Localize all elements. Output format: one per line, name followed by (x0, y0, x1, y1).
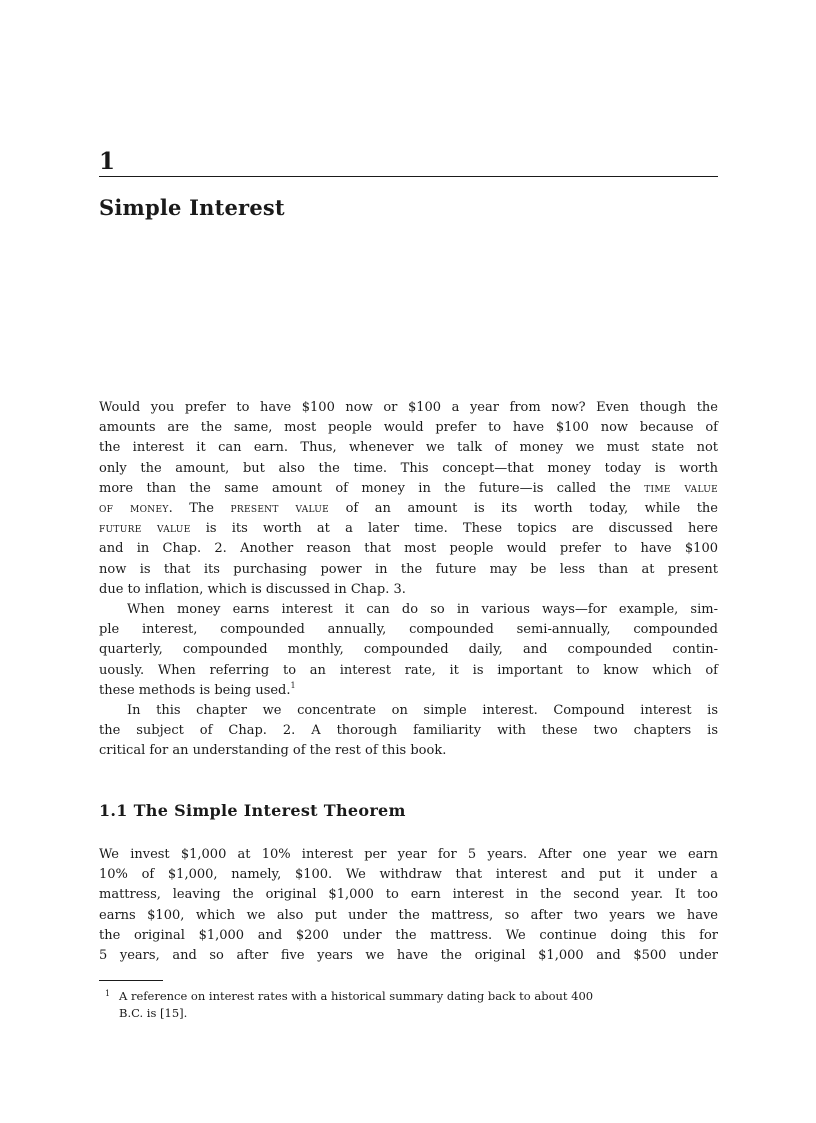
section-text (99, 845, 718, 966)
text-line: the interest it can earn. Thus, whenever we talk of money we must state not (99, 440, 718, 456)
text-run: these methods is being used. (99, 682, 291, 698)
text-line: 5 years, and so after five years we have the original $1,000 and $500 under (99, 948, 718, 964)
text-line: 10% of $1,000, namely, $100. We withdraw that interest and put it under a (99, 867, 718, 883)
text-line: Would you prefer to have $100 now or $100 a year from now? Even though the (99, 400, 718, 415)
footnote-line (99, 986, 718, 1005)
text-line: When money earns interest it can do so in various ways—for example, sim- (127, 602, 718, 618)
term-time-value: time value (644, 480, 718, 496)
section-heading: 1.1 The Simple Interest Theorem (99, 801, 406, 820)
text-line: In this chapter we concentrate on simple interest. Compound interest is (127, 703, 718, 719)
text-run: is its worth at a later time. These topics are discussed here (190, 521, 718, 537)
text-line: only the amount, but also the time. This concept—that money today is worth (99, 460, 718, 476)
text-line: now is that its purchasing power in the future may be less than at present (99, 561, 718, 577)
term-of-money: of money (99, 501, 169, 517)
footnote-reference[interactable]: 1 (290, 680, 296, 690)
intro-text (99, 398, 718, 762)
footnote-mark: 1 (105, 989, 111, 998)
text-line: and in Chap. 2. Another reason that most people would prefer to have $100 (99, 541, 718, 557)
text-line: the subject of Chap. 2. A thorough familiarity with these two chapters is (99, 723, 718, 739)
term-present-value: present value (230, 501, 330, 517)
text-line: We invest $1,000 at 10% interest per year for 5 years. After one year we earn (99, 847, 718, 862)
text-line: earns $100, which we also put under the mattress, so after two years we have (99, 907, 718, 923)
text-line (99, 681, 718, 701)
footnote-text: A reference on interest rates with a historical summary dating back to about 400 (119, 989, 594, 1003)
text-line: mattress, leaving the original $1,000 to earn interest in the second year. It too (99, 887, 718, 903)
text-run: of an amount is its worth today, while the (329, 501, 718, 517)
text-line: quarterly, compounded monthly, compounded daily, and compounded contin- (99, 642, 718, 658)
text-line: ple interest, compounded annually, compounded semi-annually, compounded (99, 622, 718, 638)
chapter-rule (99, 176, 718, 177)
footnote-rule (99, 980, 163, 981)
text-line: critical for an understanding of the rest of this book. (99, 743, 447, 759)
text-line: the original $1,000 and $200 under the mattress. We continue doing this for (99, 927, 718, 943)
text-run: . The (168, 501, 231, 517)
footnote (99, 986, 718, 1021)
text-line (99, 479, 718, 499)
footnote-line: B.C. is [15]. (119, 1005, 188, 1020)
chapter-number: 1 (99, 148, 116, 175)
text-line: due to inflation, which is discussed in Chap. 3. (99, 581, 406, 597)
text-line (99, 519, 718, 539)
text-line (99, 499, 718, 519)
term-future-value: future value (99, 521, 191, 537)
text-line: amounts are the same, most people would prefer to have $100 now because of (99, 420, 718, 436)
chapter-title: Simple Interest (99, 195, 285, 220)
text-run: more than the same amount of money in the future—is called the (99, 480, 645, 496)
text-line: uously. When referring to an interest rate, it is important to know which of (99, 662, 718, 678)
